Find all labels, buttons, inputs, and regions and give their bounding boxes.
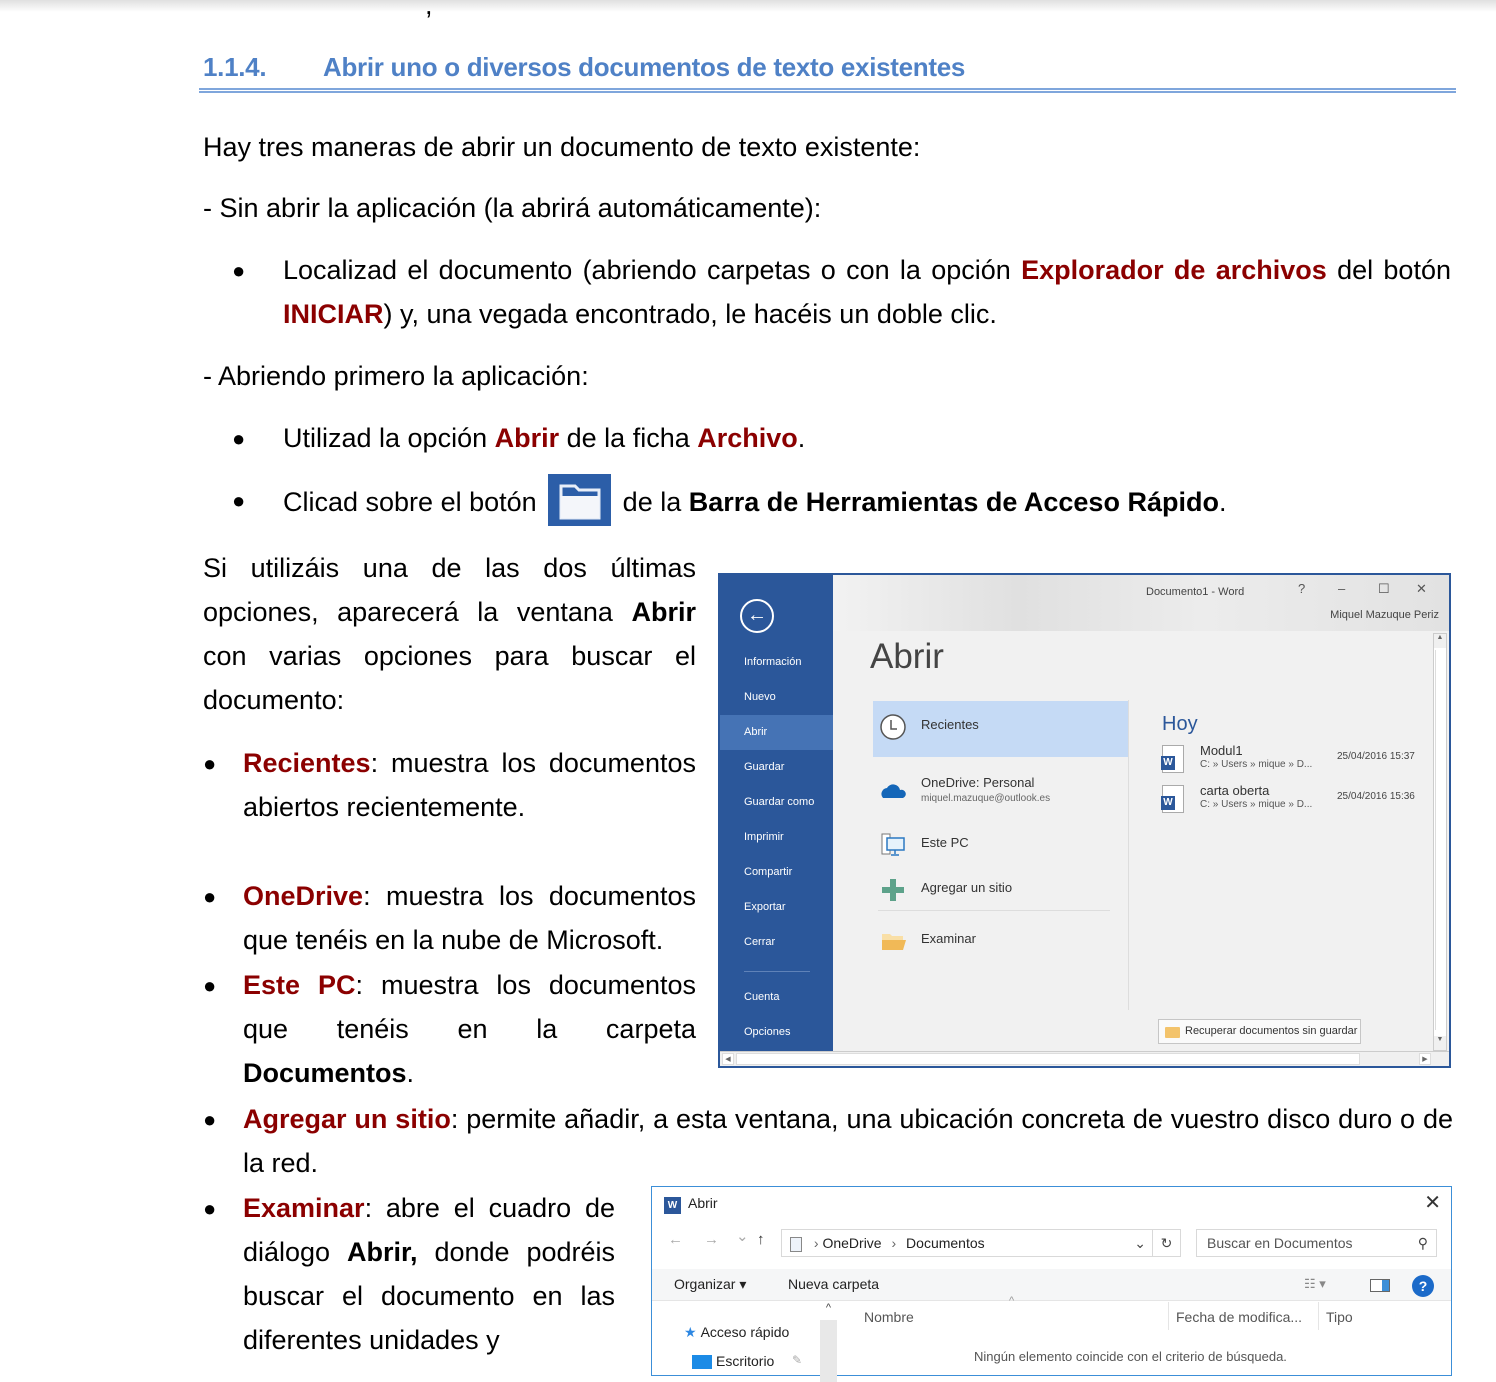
- scroll-up-icon[interactable]: ▲: [1434, 634, 1446, 648]
- folder-icon: [879, 927, 907, 955]
- places-divider: [878, 910, 1110, 911]
- user-name[interactable]: Miquel Mazuque Periz: [1330, 609, 1439, 621]
- menu-guardar[interactable]: Guardar: [744, 761, 785, 773]
- empty-results-message: Ningún elemento coincide con el criterio de búsqueda.: [974, 1349, 1287, 1364]
- scroll-up-icon[interactable]: ^: [820, 1302, 837, 1320]
- scroll-down-icon[interactable]: ▼: [1434, 1036, 1446, 1050]
- option-recientes: Recientes: muestra los documentos abiertos recientemente.: [243, 748, 696, 822]
- backstage-sidebar: [720, 575, 833, 1052]
- way2-bullet1: Utilizad la opción Abrir de la ficha Archivo.: [283, 423, 806, 453]
- dialog-intro-paragraph: Si utilizáis una de las dos últimas opciones, aparecerá la ventana Abrir con varias opciones para buscar el documento:: [203, 553, 696, 715]
- option-agregar-sitio: Agregar un sitio: permite añadir, a esta ventana, una ubicación concreta de vuestro disco duro o de la red.: [243, 1104, 1453, 1178]
- recover-unsaved-button[interactable]: Recuperar documentos sin guardar: [1158, 1019, 1361, 1044]
- close-icon[interactable]: ✕: [1424, 1192, 1441, 1214]
- option-onedrive: OneDrive: muestra los documentos que tenéis en la nube de Microsoft.: [243, 881, 696, 955]
- place-este-pc[interactable]: Este PC: [873, 819, 1129, 869]
- breadcrumb-onedrive[interactable]: OneDrive: [822, 1235, 882, 1251]
- recent-file[interactable]: W Modul1 C: » Users » mique » D... 25/04/2016 15:37: [1162, 743, 1432, 779]
- bullet-icon: ●: [203, 884, 217, 909]
- open-folder-icon: [548, 474, 611, 526]
- bullet-icon: ●: [203, 1196, 217, 1221]
- menu-nuevo[interactable]: Nuevo: [744, 691, 776, 703]
- scroll-track[interactable]: [736, 1053, 1360, 1065]
- help-button[interactable]: ?: [1298, 581, 1306, 596]
- search-icon: ⚲: [1417, 1235, 1428, 1251]
- scroll-right-icon[interactable]: ▶: [1419, 1053, 1431, 1065]
- cloud-icon: [879, 777, 907, 805]
- search-input[interactable]: Buscar en Documentos ⚲: [1196, 1229, 1437, 1257]
- nav-acceso-rapido[interactable]: ★ Acceso rápido: [684, 1324, 790, 1340]
- column-nombre[interactable]: Nombre: [864, 1309, 914, 1325]
- bullet-icon: ●: [232, 488, 246, 513]
- start-highlight: INICIAR: [283, 299, 384, 329]
- folder-icon: [1165, 1027, 1180, 1038]
- option-examinar: Examinar: abre el cuadro de diálogo Abrir, donde podréis buscar el documento en las diferentes unidades y: [243, 1193, 615, 1355]
- up-arrow-icon[interactable]: ↑: [757, 1231, 765, 1248]
- word-document-icon: W: [1162, 745, 1184, 773]
- plus-icon: [879, 876, 907, 904]
- option-este-pc: Este PC: muestra los documentos que tenéis en la carpeta Documentos.: [243, 970, 696, 1088]
- maximize-button[interactable]: ☐: [1378, 581, 1390, 596]
- place-examinar[interactable]: Examinar: [873, 915, 1129, 965]
- window-title: Documento1 - Word: [1146, 586, 1245, 598]
- bullet-icon: ●: [203, 751, 217, 776]
- dialog-toolbar: [652, 1269, 1451, 1301]
- column-fecha[interactable]: Fecha de modifica...: [1176, 1309, 1303, 1325]
- bullet-icon: ●: [203, 1107, 217, 1132]
- open-file-dialog: [651, 1186, 1452, 1376]
- way2-bullet2: Clicad sobre el botón de la Barra de Herramientas de Acceso Rápido.: [283, 478, 1226, 530]
- forward-arrow-icon[interactable]: →: [704, 1231, 719, 1248]
- minimize-button[interactable]: –: [1338, 581, 1346, 596]
- column-divider: [1168, 1302, 1169, 1330]
- menu-imprimir[interactable]: Imprimir: [744, 831, 784, 843]
- menu-informacion[interactable]: Información: [744, 656, 802, 668]
- recent-group-heading: Hoy: [1162, 713, 1198, 735]
- scroll-thumb[interactable]: [1435, 650, 1445, 1030]
- recent-file[interactable]: W carta oberta C: » Users » mique » D... 25/04/2016 15:36: [1162, 783, 1432, 819]
- menu-cuenta[interactable]: Cuenta: [744, 991, 780, 1003]
- clock-icon: [879, 713, 907, 741]
- menu-divider: [744, 971, 810, 972]
- way1-bullet: Localizad el documento (abriendo carpetas o con la opción Explorador de archivos del botón INICIAR) y, una vegada encontrado, le hacéis un doble clic.: [283, 255, 1451, 329]
- view-options-icon[interactable]: ☷ ▾: [1304, 1276, 1326, 1291]
- menu-abrir[interactable]: Abrir: [720, 715, 833, 750]
- chevron-down-icon[interactable]: ⌄: [1134, 1235, 1146, 1251]
- computer-icon: [879, 831, 907, 859]
- organize-button[interactable]: Organizar ▾: [674, 1276, 747, 1292]
- pin-icon: ✎: [792, 1353, 803, 1367]
- preview-pane-icon[interactable]: [1370, 1279, 1390, 1292]
- desktop-icon: [692, 1355, 712, 1369]
- word-open-window: [718, 573, 1451, 1068]
- menu-compartir[interactable]: Compartir: [744, 866, 793, 878]
- address-bar[interactable]: › OneDrive › Documentos ⌄ ↻: [781, 1229, 1181, 1257]
- way2-label: - Abriendo primero la aplicación:: [203, 361, 589, 391]
- dialog-title: Abrir: [688, 1195, 718, 1211]
- back-arrow-icon[interactable]: ←: [740, 599, 774, 633]
- nav-pane-scrollbar[interactable]: [820, 1302, 837, 1382]
- breadcrumb-documentos[interactable]: Documentos: [906, 1235, 985, 1251]
- place-recientes[interactable]: Recientes: [873, 701, 1129, 757]
- section-number: 1.1.4.: [203, 52, 267, 82]
- nav-escritorio[interactable]: Escritorio ✎: [692, 1353, 774, 1369]
- title-bar: [833, 575, 1449, 631]
- cut-off-text: ,: [425, 0, 433, 20]
- column-divider: [1318, 1302, 1319, 1330]
- intro-text: Hay tres maneras de abrir un documento de texto existente:: [203, 132, 921, 162]
- new-folder-button[interactable]: Nueva carpeta: [788, 1276, 880, 1292]
- page-title: Abrir: [870, 637, 944, 676]
- menu-guardar-como[interactable]: Guardar como: [744, 796, 815, 808]
- column-divider: [1128, 700, 1129, 1010]
- bullet-icon: ●: [203, 973, 217, 998]
- bullet-icon: ●: [232, 426, 246, 451]
- back-arrow-icon[interactable]: ←: [668, 1231, 683, 1248]
- sort-ascending-icon: ^: [1009, 1295, 1015, 1307]
- menu-opciones[interactable]: Opciones: [744, 1026, 791, 1038]
- menu-cerrar[interactable]: Cerrar: [744, 936, 776, 948]
- refresh-icon[interactable]: ↻: [1152, 1230, 1180, 1256]
- menu-exportar[interactable]: Exportar: [744, 901, 786, 913]
- place-onedrive[interactable]: OneDrive: Personal miquel.mazuque@outlook.es: [873, 765, 1129, 815]
- column-tipo[interactable]: Tipo: [1326, 1309, 1353, 1325]
- help-icon[interactable]: ?: [1412, 1275, 1434, 1297]
- recent-locations-icon[interactable]: ⌄: [736, 1228, 749, 1245]
- close-button[interactable]: ✕: [1416, 581, 1427, 596]
- vertical-scrollbar[interactable]: [1433, 633, 1447, 1051]
- way1-label: - Sin abrir la aplicación (la abrirá automáticamente):: [203, 193, 822, 223]
- horizontal-scrollbar[interactable]: [720, 1051, 1449, 1066]
- place-agregar-sitio[interactable]: Agregar un sitio: [873, 864, 1129, 914]
- scroll-left-icon[interactable]: ◀: [722, 1053, 734, 1065]
- section-heading: [203, 52, 965, 83]
- explorer-highlight: Explorador de archivos: [1021, 255, 1327, 285]
- word-app-icon: W: [664, 1197, 681, 1214]
- documents-icon: [790, 1237, 802, 1252]
- navigation-pane: [652, 1302, 820, 1382]
- star-icon: ★: [684, 1324, 697, 1340]
- bullet-icon: ●: [232, 258, 246, 283]
- word-document-icon: W: [1162, 785, 1184, 813]
- page-top-edge: [0, 0, 1496, 12]
- heading-underline: [199, 88, 1456, 93]
- section-title: Abrir uno o diversos documentos de texto existentes: [323, 52, 966, 82]
